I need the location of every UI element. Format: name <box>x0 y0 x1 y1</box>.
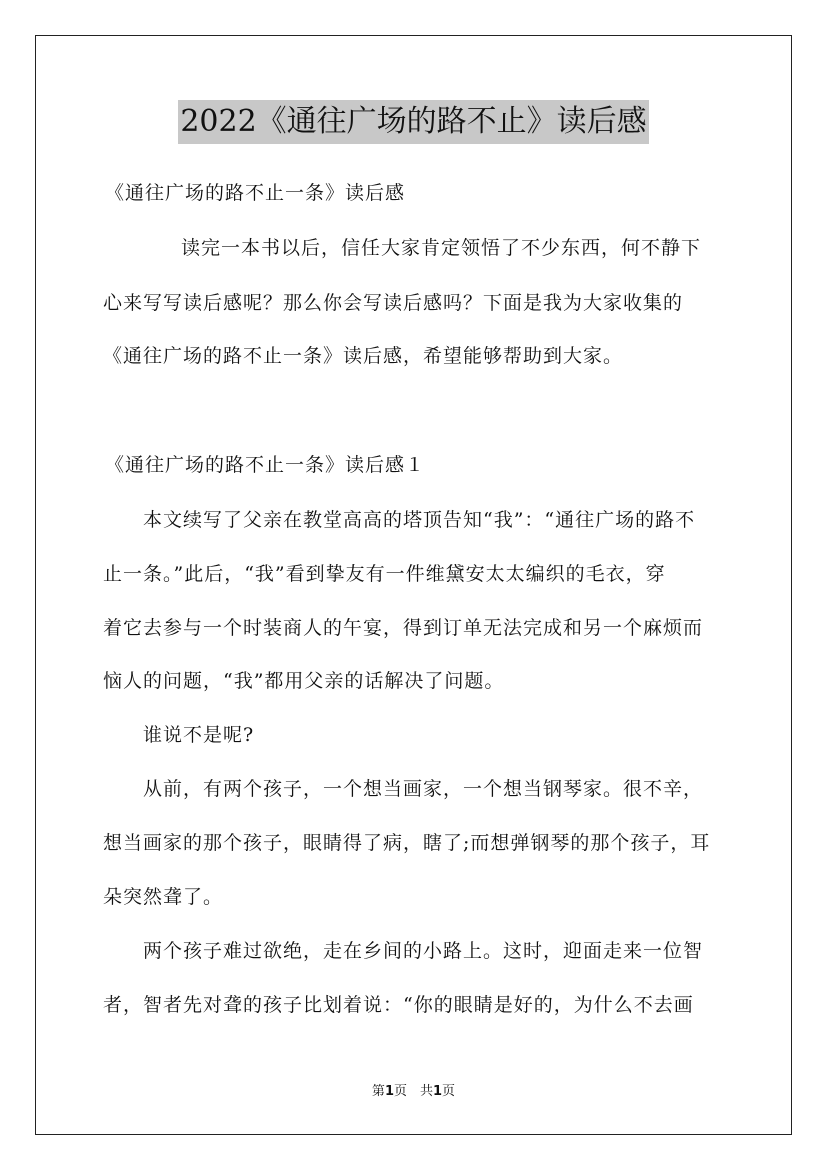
footer-page-suffix: 页 <box>442 1084 456 1099</box>
footer-page-mid: 页 共 <box>393 1084 433 1099</box>
intro-line-3: 《通往广场的路不止一条》读后感，希望能够帮助到大家。 <box>103 345 624 367</box>
body-line: 本文续写了父亲在教堂高高的塔顶告知“我”：“通往广场的路不 <box>143 509 696 531</box>
footer-page-total: 1 <box>433 1084 443 1099</box>
body-line: 朵突然聋了。 <box>103 886 224 908</box>
section-heading: 《通往广场的路不止一条》读后感１ <box>105 454 426 476</box>
document-title: 2022《通往广场的路不止》读后感 <box>178 100 648 144</box>
body-line: 两个孩子难过欲绝，走在乡间的小路上。这时，迎面走来一位智 <box>143 940 704 962</box>
body-line: 者，智者先对聋的孩子比划着说：“你的眼睛是好的，为什么不去画 <box>103 994 694 1016</box>
body-line: 着它去参与一个时装商人的午宴，得到订单无法完成和另一个麻烦而 <box>103 617 704 639</box>
footer-page-prefix: 第 <box>371 1084 385 1099</box>
body-line: 止一条。”此后，“我”看到挚友有一件维黛安太太编织的毛衣，穿 <box>103 563 666 585</box>
intro-line-2: 心来写写读后感呢？那么你会写读后感吗？下面是我为大家收集的 <box>103 292 684 314</box>
title-container <box>0 100 827 144</box>
page-footer <box>0 1083 827 1101</box>
body-line: 想当画家的那个孩子，眼睛得了病，瞎了;而想弹钢琴的那个孩子，耳 <box>103 832 711 854</box>
body-line: 恼人的问题，“我”都用父亲的话解决了问题。 <box>103 670 505 692</box>
body-line: 谁说不是呢? <box>143 724 255 746</box>
intro-line-1: 读完一本书以后，信任大家肯定领悟了不少东西，何不静下 <box>181 237 702 259</box>
document-subtitle: 《通往广场的路不止一条》读后感 <box>105 182 406 204</box>
body-line: 从前，有两个孩子，一个想当画家，一个想当钢琴家。很不辛， <box>143 778 704 800</box>
footer-page-current: 1 <box>384 1084 394 1099</box>
